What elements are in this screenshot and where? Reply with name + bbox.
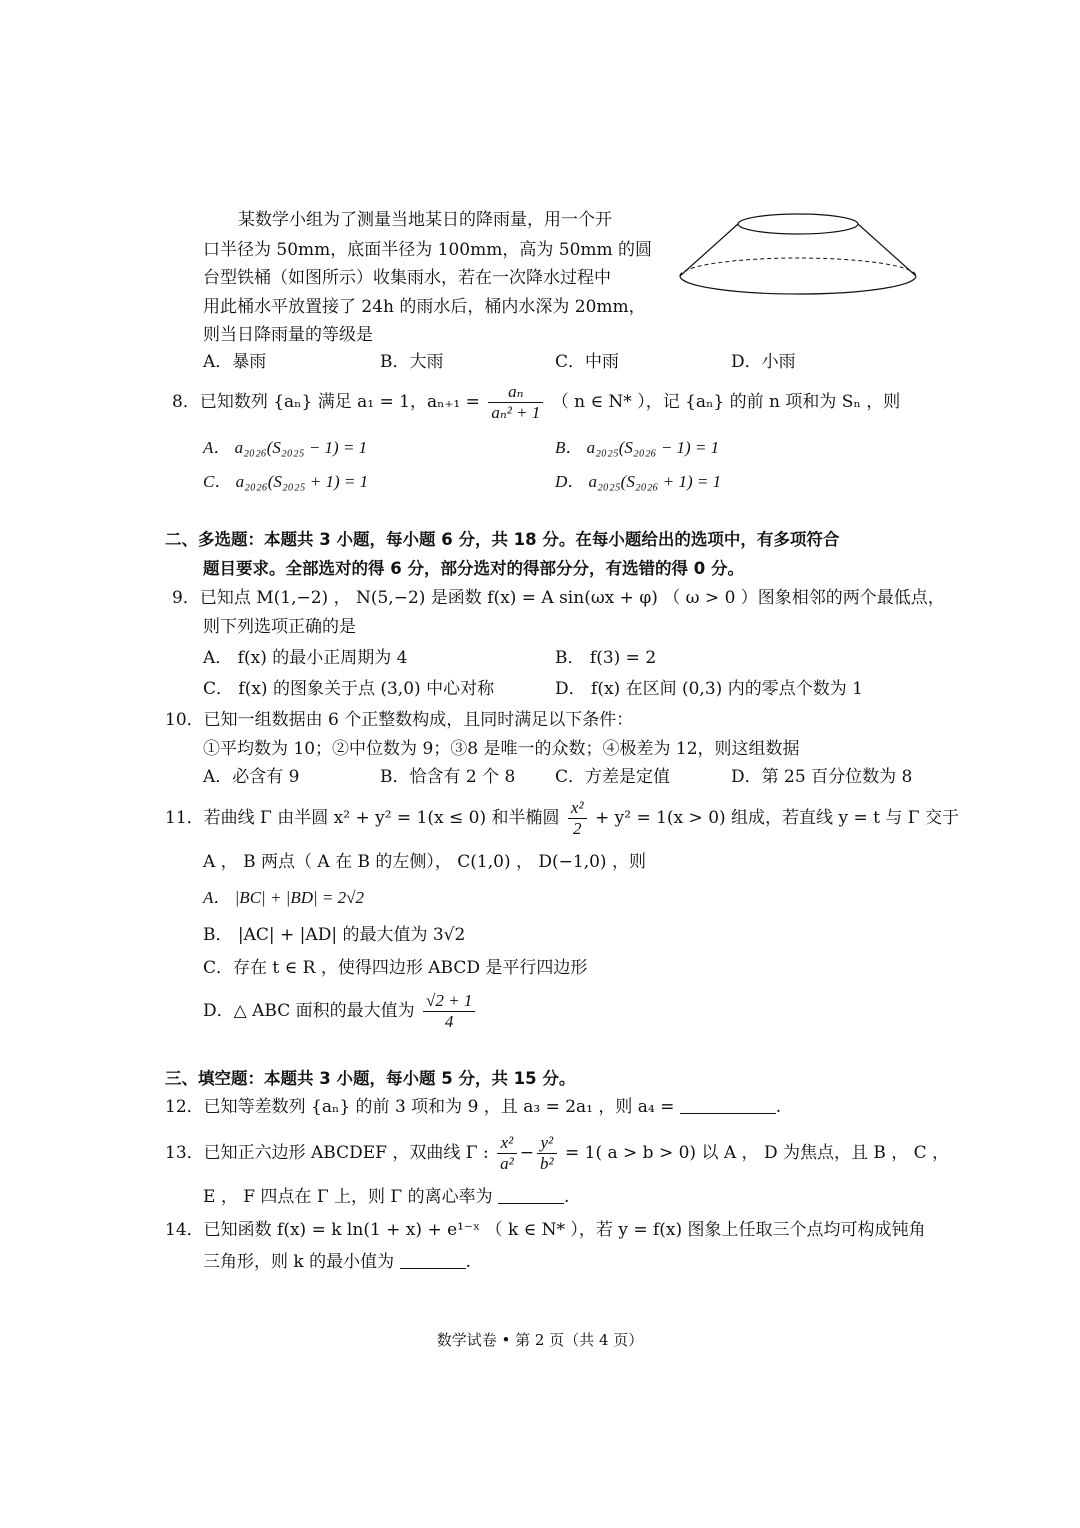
- q11-option-c: C．存在 t ∈ R ，使得四边形 ABCD 是平行四边形: [203, 958, 588, 978]
- q13-answer-blank[interactable]: [498, 1185, 564, 1204]
- q13-end: .: [564, 1187, 570, 1207]
- q11-option-d-fraction: [423, 991, 475, 1032]
- q11-suffix: + y² = 1(x > 0) 组成，若直线 y = t 与 Γ 交于: [594, 808, 959, 828]
- q7-option-d: D．小雨: [731, 352, 796, 372]
- q7-stem-line-4: 用此桶水平放置接了 24h 的雨水后，桶内水深为 20mm，: [203, 297, 646, 317]
- q14-stem-line-2: [203, 1248, 471, 1276]
- q13-frac2-num: y²: [537, 1133, 557, 1154]
- q11-option-b: B． |AC| + |AD| 的最大值为 3√2: [203, 925, 466, 945]
- q9-option-b: B． f(3) = 2: [555, 648, 657, 668]
- q13-frac2-den: b²: [539, 1154, 554, 1173]
- q11-option-a: A． |BC| + |BD| = 2√2: [203, 888, 364, 907]
- q7-stem-line-1: 某数学小组为了测量当地某日的降雨量，用一个开: [238, 210, 612, 230]
- q13-fraction-1: [497, 1133, 517, 1174]
- section2-heading-line-1: 二、多选题：本题共 3 小题，每小题 6 分，共 18 分。在每小题给出的选项中，有多项符合: [165, 530, 840, 549]
- q9-option-a: A． f(x) 的最小正周期为 4: [203, 648, 408, 668]
- q9-option-d: D． f(x) 在区间 (0,3) 内的零点个数为 1: [555, 679, 863, 699]
- q13-fraction-2: [537, 1133, 557, 1174]
- q8-prefix: 8．已知数列 {aₙ} 满足 a₁ = 1，aₙ₊₁ =: [172, 392, 480, 412]
- q7-option-a: A．暴雨: [203, 352, 267, 372]
- q8-stem: [172, 380, 900, 424]
- q11-stem-line-1: [165, 796, 959, 840]
- q13-frac1-num: x²: [497, 1133, 517, 1154]
- section3-heading: 三、填空题：本题共 3 小题，每小题 5 分，共 15 分。: [165, 1069, 576, 1088]
- q11-fraction: [568, 798, 587, 839]
- q12-answer-blank[interactable]: [680, 1095, 776, 1114]
- q7-stem-line-3: 台型铁桶（如图所示）收集雨水，若在一次降水过程中: [203, 268, 611, 288]
- q11-option-d-den: 4: [444, 1012, 454, 1031]
- q10-option-d: D．第 25 百分位数为 8: [731, 767, 913, 787]
- q13-stem-line-1: 13．已知正六边形 ABCDEF ，双曲线 Γ : $\frac{\text{x²}}{\text{a²}}$ − $\frac{\text{y²}}{\text{b²}}$ = 1( a > b > 0) 以 A ， D 为焦点，且 B ， C ，: [165, 1133, 950, 1173]
- q8-option-d: D． a₂₀₂₅(S₂₀₂₆ + 1) = 1: [555, 472, 722, 491]
- q9-stem-line-1: 9．已知点 M(1,−2) ， N(5,−2) 是函数 f(x) = A sin(ωx + φ) （ ω > 0 ）图象相邻的两个最低点，: [172, 588, 945, 608]
- q12-text: 12．已知等差数列 {aₙ} 的前 3 项和为 9 ，且 a₃ = 2a₁ ，则 a₄ =: [165, 1097, 675, 1117]
- q12-stem: [165, 1093, 781, 1121]
- q7-option-b: B．大雨: [380, 352, 444, 372]
- q9-stem-line-2: 则下列选项正确的是: [203, 617, 356, 637]
- q11-prefix: 11．若曲线 Γ 由半圆 x² + y² = 1(x ≤ 0) 和半椭圆: [165, 808, 560, 828]
- q12-end: .: [775, 1097, 782, 1117]
- q10-option-a: A．必含有 9: [203, 767, 300, 787]
- q10-option-b: B．恰含有 2 个 8: [380, 767, 516, 787]
- section2-heading-line-2: 题目要求。全部选对的得 6 分，部分选对的得部分分，有选错的得 0 分。: [203, 559, 744, 578]
- q10-stem-line-1: 10．已知一组数据由 6 个正整数构成，且同时满足以下条件：: [165, 710, 634, 730]
- q7-stem-line-5: 则当日降雨量的等级是: [203, 325, 373, 345]
- q8-frac-num: aₙ: [488, 382, 543, 403]
- q7-option-c: C．中雨: [555, 352, 620, 372]
- q11-frac-den: 2: [573, 819, 582, 838]
- q10-option-c: C．方差是定值: [555, 767, 671, 787]
- q11-option-d-num: √2 + 1: [423, 991, 475, 1012]
- q14-end: .: [465, 1252, 471, 1272]
- q8-suffix: （ n ∈ N* ），记 {aₙ} 的前 n 项和为 Sₙ ，则: [551, 392, 901, 412]
- q13-frac1-den: a²: [500, 1154, 514, 1173]
- q11-option-d-prefix: D．△ ABC 面积的最大值为: [203, 1001, 415, 1021]
- q11-frac-num: x²: [568, 798, 587, 819]
- q14-line2-text: 三角形，则 k 的最小值为: [203, 1252, 395, 1272]
- q13-suffix: = 1( a > b > 0) 以 A ， D 为焦点，且 B ， C ，: [564, 1143, 950, 1163]
- q11-option-d: [203, 988, 478, 1034]
- q14-answer-blank[interactable]: [400, 1250, 466, 1269]
- frustum-bucket-figure: [676, 206, 920, 306]
- q13-prefix: 13．已知正六边形 ABCDEF ，双曲线 Γ :: [165, 1143, 489, 1163]
- q8-option-c: C． a₂₀₂₆(S₂₀₂₅ + 1) = 1: [203, 472, 369, 491]
- page-footer: 数学试卷 • 第 2 页（共 4 页）: [436, 1331, 644, 1349]
- q8-option-b: B． a₂₀₂₅(S₂₀₂₆ − 1) = 1: [555, 438, 720, 457]
- q9-option-c: C． f(x) 的图象关于点 (3,0) 中心对称: [203, 679, 495, 699]
- q13-line2-text: E ， F 四点在 Γ 上，则 Γ 的离心率为: [203, 1187, 493, 1207]
- q8-fraction: [488, 382, 543, 423]
- q14-stem-line-1: 14．已知函数 f(x) = k ln(1 + x) + e¹⁻ˣ （ k ∈ N* ），若 y = f(x) 图象上任取三个点均可构成钝角: [165, 1220, 926, 1240]
- q8-frac-den: aₙ² + 1: [491, 403, 541, 422]
- q10-stem-line-2: ①平均数为 10；②中位数为 9；③8 是唯一的众数；④极差为 12，则这组数据: [203, 739, 800, 759]
- q13-stem-line-2: [203, 1183, 569, 1211]
- q7-stem-line-2: 口半径为 50mm，底面半径为 100mm，高为 50mm 的圆: [203, 240, 653, 260]
- q11-stem-line-2: A ， B 两点（ A 在 B 的左侧）， C(1,0) ， D(−1,0) ，则: [203, 852, 646, 872]
- q8-option-a: A． a₂₀₂₆(S₂₀₂₅ − 1) = 1: [203, 438, 368, 457]
